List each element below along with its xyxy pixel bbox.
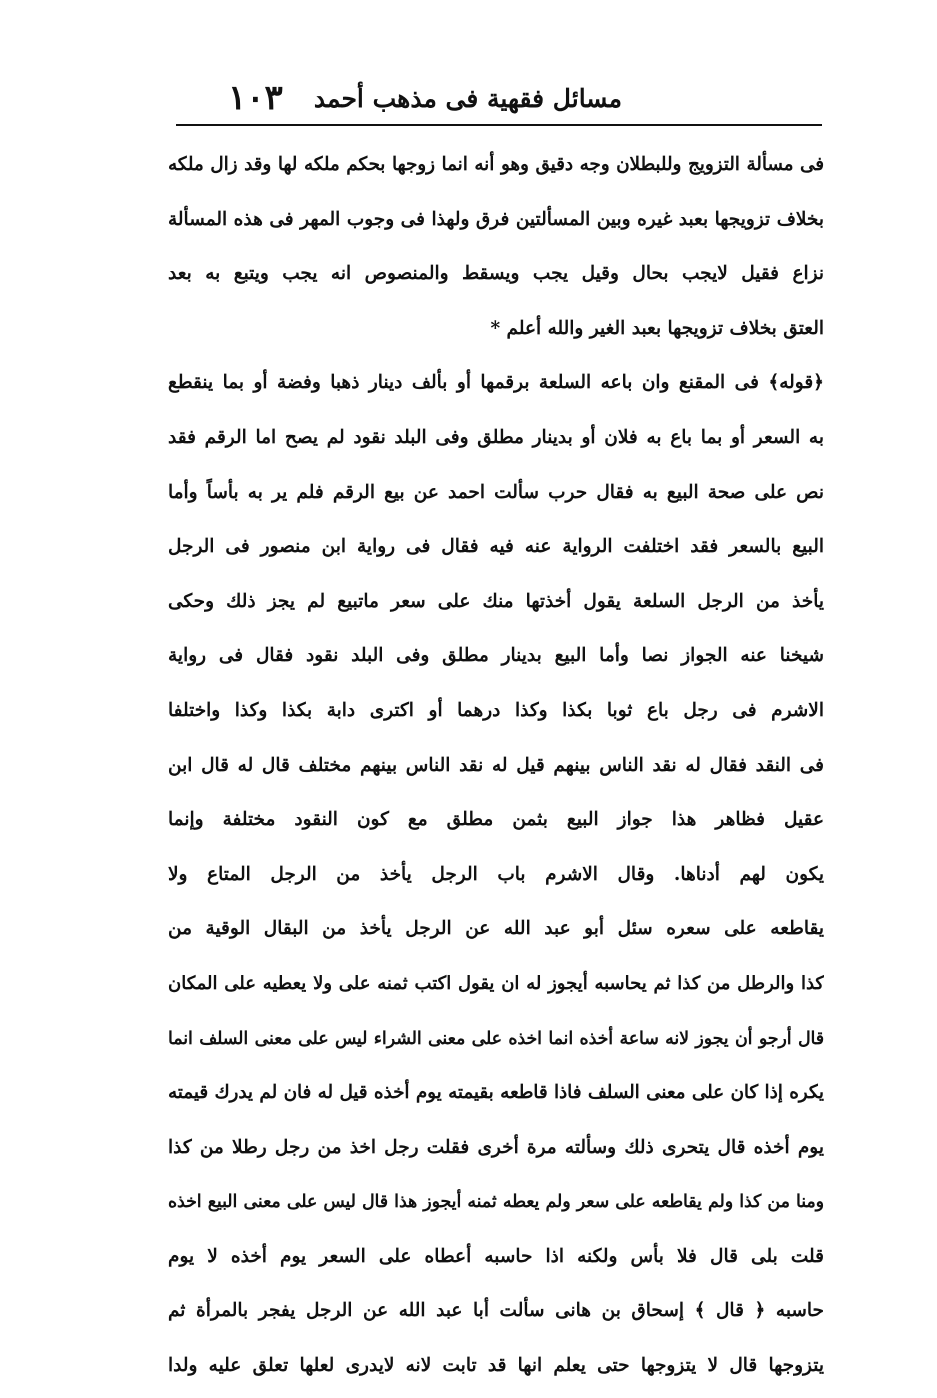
text-line: فى النقد فقال له نقد الناس بينهم قيل له نقد الناس بينهم مختلف قال له قال ابن <box>168 754 824 776</box>
text-line: يوم أخذه قال يتحرى ذلك وسألته مرة أخرى فقلت رجل اخذ من رجل رطلا من كذا <box>168 1136 824 1158</box>
text-line: الاشرم فى رجل باع ثوبا بكذا وكذا درهما أو اكترى دابة بكذا وكذا واختلفا <box>168 699 824 721</box>
text-line: حاسبه ﴿ قال ﴾ إسحاق بن هانى سألت أبا عبد الله عن الرجل يفجر بالمرأة ثم <box>168 1300 824 1322</box>
text-line: كذا والرطل من كذا ثم يحاسبه أيجوز له ان يقول اكتب ثمنه على ولا يعطيه على المكان <box>168 972 824 994</box>
text-line: نزاع فقيل لايجب بحال وقيل يجب ويسقط والمنصوص انه يجب ويتبع به بعد <box>168 263 824 285</box>
text-line: نص على صحة البيع به فقال حرب سألت احمد عن بيع الرقم فلم ير به بأساً وأما <box>168 481 824 503</box>
page-number: ١٠٣ <box>228 78 283 118</box>
text-line: ومنا من كذا ولم يقاطعه على سعر ولم يعطه ثمنه أيجوز هذا قال ليس على معنى البيع اخذه <box>168 1192 824 1213</box>
text-line: البيع بالسعر فقد اختلفت الرواية عنه فيه فقال فى رواية ابن منصور فى الرجل <box>168 536 824 558</box>
running-title: مسائل فقهية فى مذهب أحمد <box>313 83 622 113</box>
text-line: يأخذ من الرجل السلعة يقول أخذتها منك على سعر ماتبيع لم يجز ذلك وحكى <box>168 590 824 612</box>
text-line: قلت بلى قال فلا بأس ولكنه اذا حاسبه أعطاه على السعر يوم أخذه لا يوم <box>168 1245 824 1267</box>
text-line: شيخنا عنه الجواز نصا وأما البيع بدينار مطلق وفى البلد نقود فقال فى رواية <box>168 645 824 667</box>
text-line: فى مسألة التزويج وللبطلان وجه دقيق وهو أنه انما زوجها بحكم ملكه لها وقد زال ملكه <box>168 154 824 175</box>
text-line: يتزوجها قال لا يتزوجها حتى يعلم انها قد تابت لانه لايدرى لعلها تعلق عليه ولدا <box>168 1355 824 1377</box>
body-text <box>168 138 824 1394</box>
text-line: يكره إذا كان على معنى السلف فاذا قاطعه بقيمته يوم أخذه قيل له فان لم يدرك قيمته <box>168 1082 824 1104</box>
text-line: ﴿قوله﴾ فى المقنع وان باعه السلعة برقمها أو بألف دينار ذهبا وفضة أو بما ينقطع <box>168 372 824 394</box>
text-line: يكون لهم أدناها. وقال الاشرم باب الرجل يأخذ من الرجل المتاع ولا <box>168 863 824 885</box>
page-header <box>178 72 822 124</box>
text-line: عقيل فظاهر هذا جواز البيع بثمن مطلق مع كون النقود مختلفة وإنما <box>168 809 824 831</box>
header-rule <box>176 124 822 126</box>
text-line: العتق بخلاف تزويجها بعبد الغير والله أعلم * <box>490 317 824 339</box>
text-line: بخلاف تزويجها بعبد غيره وبين المسألتين فرق ولهذا فى وجوب المهر فى هذه المسألة <box>168 208 824 230</box>
text-line: به السعر أو بما باع به فلان أو بدينار مطلق وفى البلد نقود لم يصح اما الرقم فقد <box>168 426 824 448</box>
text-line: قال أرجو أن يجوز لانه ساعة أخذه انما اخذه على معنى الشراء ليس على معنى السلف انما <box>168 1028 824 1049</box>
text-line: يقاطعه على سعره سئل أبو عبد الله عن الرجل يأخذ من البقال الوقية من <box>168 918 824 940</box>
